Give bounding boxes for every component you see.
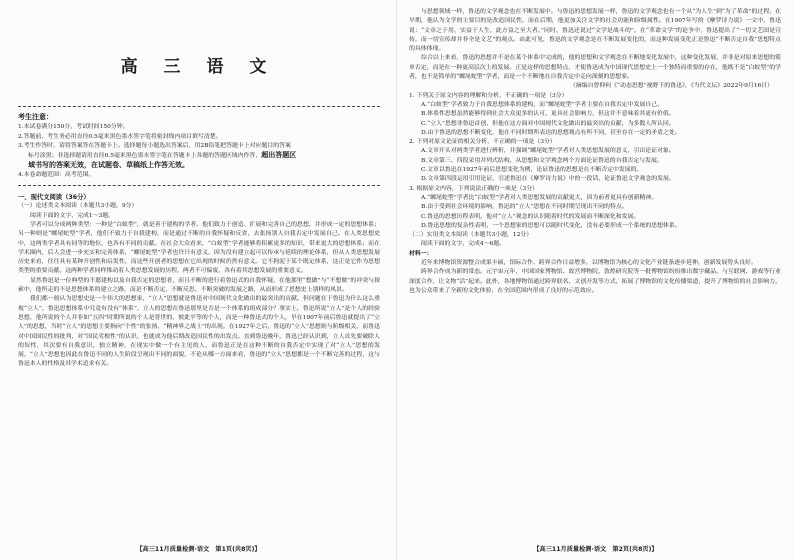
reading-instruction: 阅读下面的文字，完成1～3题。 — [30, 212, 115, 219]
page-footer: 【高三11月质量检测·语文 第2页(共8页)】 — [533, 546, 658, 553]
material-paragraph: 近年来博物馆资源整合成果丰硕，馆际合作、跨界合作日益增多，以博物馆为核心的文化产业链条逐步延伸，创新发展势头良好。 — [421, 260, 757, 267]
reading-instruction: 阅读下面的文字，完成4～6题。 — [421, 241, 506, 248]
section-heading: 一、现代文阅读（36分） — [18, 194, 90, 202]
exam-title: 高 三 语 文 — [120, 57, 277, 77]
notice-item: 1.本试卷满分150分，考试时间150分钟。 — [18, 124, 129, 131]
passage-paragraph: 显然鲁迅是一位典型的不愿建构以及自我否定的思想者，而且不断的进行着鲁迅式的自我怀疑，在他那里“想做”与“不想做”的冲突与探索中，他所走的不是思想体系的建立之路，而是不断否定、不断反思、不断突破的发展之路，从而形成了思想史上别样的风景。 — [18, 277, 380, 294]
notice-emphasis: 域书写的答案无效，在试题卷、草稿纸上作答无效。 — [28, 161, 189, 170]
question-option: A.“白蚁型”学者致力于自我思想体系的建构，而“螺尾蛇型”学者主要在自我否定中发展自己。 — [421, 101, 664, 108]
question-stem: 1. 下列关于原文内容的理解和分析，不正确的一项是（3分） — [409, 92, 568, 99]
material-label: 材料一： — [409, 250, 433, 257]
subsection-heading: （二）实用类文本阅读（本题共3小题，12分） — [409, 232, 533, 239]
question-option: B.体系性思想虽然能够得到社会大众更多的认可，更具社会影响力，但这并不意味着其更有价值。 — [421, 111, 675, 118]
question-option: D.由于鲁迅的思想不断变化，他在不同时期所表达的思想观点有所不同，甚至存在一定的矛盾之处。 — [421, 129, 681, 136]
passage-source: （摘编自曾仰何《“动态思想”视野下的鲁迅》，《当代文坛》2022年9月16日） — [569, 83, 773, 90]
exam-page-2 — [397, 0, 794, 560]
question-stem: 3. 根据原文内容，下列说法正确的一项是（3分） — [409, 185, 539, 192]
question-option: C.文章以鲁迅在1927年前后思想变化为例，论证鲁迅的思想是在不断否定中发展的。 — [421, 167, 643, 174]
question-option: B.文章第三、四段采用并列式结构，从思想和文学观念两个方面论证鲁迅的自我否定与发展。 — [421, 157, 663, 164]
notice-divider — [18, 185, 380, 186]
notice-heading: 考生注意： — [18, 113, 53, 121]
passage-paragraph: 我们都一般认为思想史是一个伟大的思想家，“立人”思想就是鲁迅对中国现代文化做出的最突出的贡献。但问题在于鲁迅为什么这么重视“立人”，鲁迅思想体系中究竟有没有“体系”，立人的思想在鲁迅那里是否是一个体系的组成部分？事实上，鲁迅所说“立人”是个人的经验思想，他所说的个人并非如“五四”时期所说的个人是普世的、彼此平等的个人，而是一种鲁迅式的个人，早在1907年前后鲁迅就提出了“立人”的思想，当时“立人”的思想主要指向“个性”的张扬、“精神界之战士”的出现。在1927年之后，鲁迅的“立人”思想则与阶级相关，而鲁迅对中国国民性的批判，对“国民劣根性”的认识，也就成为他后期改造国民性的出发点。直到鲁迅晚年，鲁迅已经认识到，立人首先要破除人的奴性，其次要有自我意识，独立精神，在现实中做一个有主见的人，而鲁迅正是在这种不断的自我否定中实现了对“立人”思想的发展，“立人”思想也因此在鲁迅不同的人生阶段呈现出不同的面貌，不论从哪一方面来看，鲁迅的“立人”思想都是一个不断完善的过程，这与鲁迅本人的性格及其学术追求有关。 — [18, 296, 380, 368]
question-option: D.鲁迅思想的复杂性表明，一个思想家的思想可以随时代变化，没有必要形成一个系统的思想体系。 — [421, 222, 681, 229]
question-option: C.鲁迅的思想历程表明，他对“立人”观念的认识随着时代的发展而不断深化和发展。 — [421, 213, 640, 220]
question-option: B.由于受到社会环境的影响，鲁迅的“立人”思想在不同时期呈现出不同的特点。 — [421, 204, 628, 211]
question-option: A.“螺尾蛇型”学者比“白蚁型”学者对人类思想发展的贡献更大，因为前者更具有创新精神。 — [421, 194, 658, 201]
question-option: D.文章第四段运用引用论证，引述鲁迅在《摩罗诗力说》中的一段话，论证鲁迅文学观念的发展。 — [421, 176, 675, 183]
question-option: C.“立人”思想非鲁迅首创，但他在这方面对中国现代文化做出的最突出的贡献，为多数人所认同。 — [421, 120, 675, 127]
title-divider — [18, 106, 380, 107]
notice-item: 2.答题前，考生务必用直径0.5毫米黑色墨水签字笔将密封线内项目填写清楚。 — [18, 133, 222, 140]
page2-body — [409, 8, 781, 296]
passage-paragraph: 与思想领域一样，鲁迅的文学观念也在不断发展中。与鲁迅的思想发展一样，鲁迅的文学观念也有一个从“为人生”到“为了革命”的过程。在早期，他认为文学的主要目的是改造国民性，而在后期，他更加关注文学的社会功能和阶级属性。在1907年写的《摩罗诗力说》一文中，鲁迅说：“文章之于用，实益于人生，此方益之至大者。”同时，鲁迅还说过“文学是战斗的”。在“革命文学”的论争中，鲁迅提出了“一切文艺固是宣传，而一切宣传却并非全是文艺”的观点。由此可见，鲁迅的文学观念是在不断发展变化的，而这种发展变化正是鲁迅“不断否定自我”思想特点的具体体现。 — [409, 9, 781, 53]
subsection-heading: （一）论述类文本阅读（本题共3小题，9分） — [18, 203, 138, 210]
material-paragraph: 跨界合作成为新的常态。元宇宙元年，中国国家博物馆、故宫博物院、敦煌研究院等一批博物馆纷纷推出数字藏品，与互联网、游戏等行业深度合作，让文物“活”起来。此外，各地博物馆通过跨界联名、文创开发等方式，拓展了博物馆的文化传播渠道，提升了博物馆的社会影响力，也为公众带来了全新的文化体验，在全国范围内形成了良好的示范效应。 — [409, 269, 781, 294]
notice-item: 3.考生作答时，请将答案答在答题卡上。选择题每小题选出答案后，用2B铅笔把答题卡上对应题目的答案 — [18, 142, 291, 149]
passage-paragraph: 综合以上来看，鲁迅的思想并不是在某个体系中完成的，他的思想和文学观念在不断地变化发展中，这种变化发展，并非是对原来思想的简单否定，而是在一种更高层次上的发展。正是这样的思想特点，才使鲁迅成为中国现代思想史上一个独特而重要的存在，他既不是“白蚁型”的学者，也不是简单的“螺尾蛇型”学者，而是一个不断地在自我否定中走向深刻的思想家。 — [409, 55, 781, 81]
notice-item: 标号涂黑；非选择题请用直径0.5毫米黑色墨水签字笔在答题卡上各题的答题区域内作答，超出答题区 — [28, 151, 297, 160]
question-stem: 2. 下列对原文论证的相关分析，不正确的一项是（3分） — [409, 139, 556, 146]
question-option: A.文章开头对两类学者进行辨析，并强调“螺尾蛇型”学者对人类思想发展的意义，引出论证对象。 — [421, 148, 675, 155]
passage-paragraph: 学者可以分成两种类型：一种是“白蚁型”，就是善于建构的学者。他们致力于创造、扩展和完善自己的思想，并形成一定的思想体系；另一种则是“螺尾蛇型”学者，他们不致力于自我建构，而是通过不断的自我怀疑和反省，去张扬别人自我否定中发展自己。在人类思想史中，这两类学者具有同等的地位，也各有不同的贡献。在社会大众看来，“白蚁型”学者能够将积累更多的知识，带来更大的思想体系；而在学术圈内，后人会进一步充实和完善体系，“螺尾蛇型”学者也许只有意义，因为没有建立起可以传承与延续的理论体系，但从人类思想发展历史来看，往往具有某种开创性和启发性，而这些开创者的思想在它出现的时候仍然有意义。它不拘泥于某个既定体系，这正是它作为思想类型的重要贡献。这两种学者同样推动着人类思想发展的历程，两者不可偏废，各有着其思想发展的重要意义。 — [18, 221, 380, 275]
page-footer: 【高三11月质量检测·语文 第1页(共8页)】 — [136, 546, 261, 553]
page1-body — [18, 113, 380, 370]
notice-emphasis: 超出答题区 — [261, 151, 297, 160]
notice-item: 4.本卷命题范围：高考范围。 — [18, 171, 95, 178]
